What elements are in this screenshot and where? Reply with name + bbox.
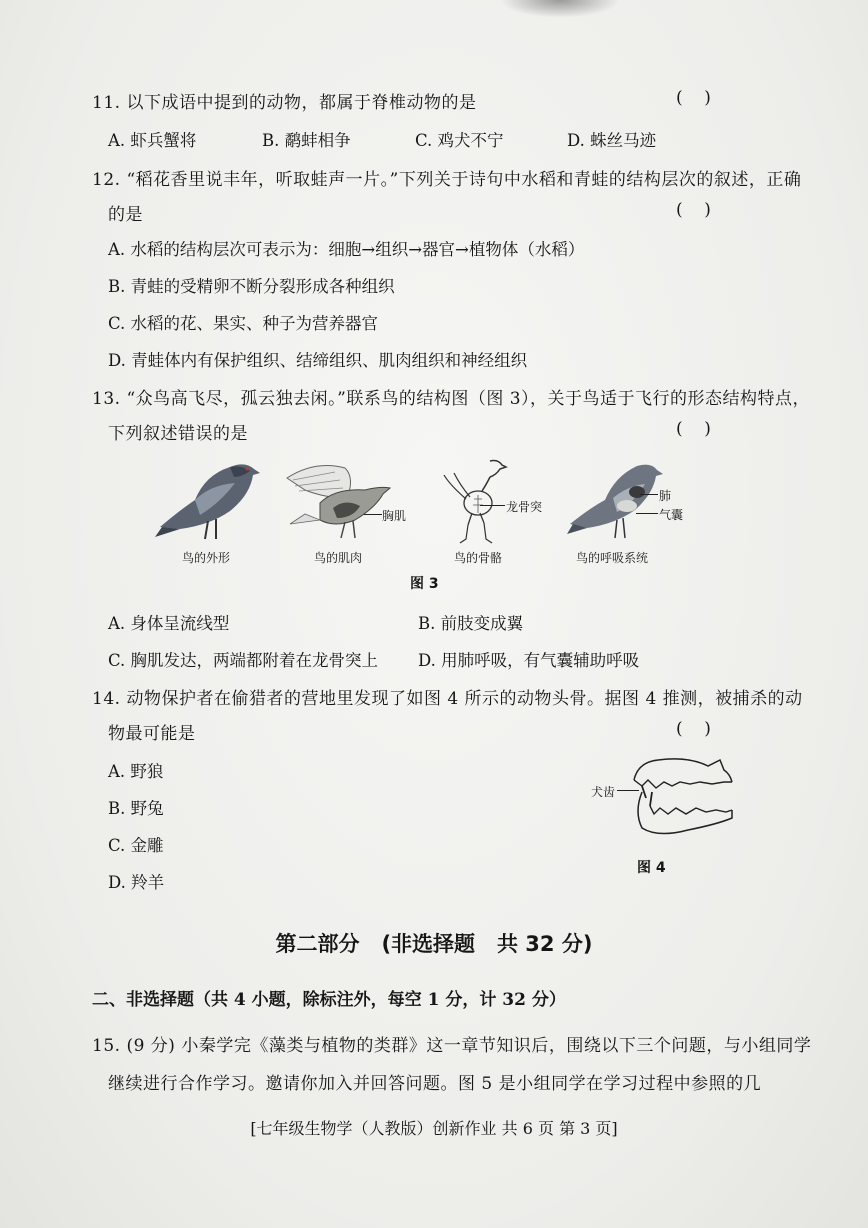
q13-option-c: C. 胸肌发达，两端都附着在龙骨突上 [108,651,379,670]
q13-option-d: D. 用肺呼吸，有气囊辅助呼吸 [418,651,640,670]
q13-stem-line1: 13. “众鸟高飞尽，孤云独去闲。”联系鸟的结构图（图 3），关于鸟适于飞行的形态结构特点， [92,389,811,409]
q12-option-d: D. 青蛙体内有保护组织、结缔组织、肌肉组织和神经组织 [108,351,528,370]
q15-line1: 15. (9 分) 小秦学完《藻类与植物的类群》这一章节知识后，围绕以下三个问题，与小组同学 [92,1036,812,1056]
q12-answer-bracket: ( ) [676,200,711,220]
q13-option-a: A. 身体呈流线型 [108,614,230,633]
label-lung: 肺 [659,489,672,503]
bird-exterior-image [150,455,265,545]
q14-option-b: B. 野兔 [108,799,164,818]
muscle-leader-line [364,514,382,515]
keel-leader-line [480,505,505,506]
q12-stem-line1: 12. “稻花香里说丰年，听取蛙声一片。”下列关于诗句中水稻和青蛙的结构层次的叙述，正确 [92,170,802,190]
q14-answer-bracket: ( ) [676,719,711,739]
lung-leader-line [640,494,658,495]
bird-skeleton-image [440,455,510,547]
q11-option-c: C. 鸡犬不宁 [415,131,504,150]
canine-leader-line [617,790,639,791]
skull-jaw-image [628,752,738,844]
page-footer: [七年级生物学（人教版）创新作业 共 6 页 第 3 页] [250,1119,618,1138]
fig3-caption-muscle: 鸟的肌肉 [314,551,363,565]
airsac-leader-line [636,513,658,514]
scan-shadow [500,0,620,18]
q11-stem: 11. 以下成语中提到的动物，都属于脊椎动物的是 [92,93,477,113]
q11-answer-bracket: ( ) [676,88,711,108]
q14-option-a: A. 野狼 [108,762,164,781]
q13-stem-line2: 下列叙述错误的是 [108,424,248,444]
q14-stem-line2: 物最可能是 [108,724,196,744]
figure3-title: 图 3 [410,576,439,592]
part2-subtitle: 二、非选择题（共 4 小题，除标注外，每空 1 分，计 32 分） [92,990,566,1010]
label-canine: 犬齿 [591,785,616,799]
q11-option-b: B. 鹬蚌相争 [262,131,351,150]
label-keel: 龙骨突 [506,500,543,514]
q12-stem-line2: 的是 [108,205,143,225]
fig3-caption-respiratory: 鸟的呼吸系统 [576,551,649,565]
q11-option-d: D. 蛛丝马迹 [567,131,657,150]
q14-option-d: D. 羚羊 [108,873,165,892]
bird-muscle-image [285,458,395,543]
bleed-through-text [470,322,638,342]
part2-title: 第二部分 (非选择题 共 32 分) [275,932,593,956]
label-air-sac: 气囊 [659,508,684,522]
fig3-caption-exterior: 鸟的外形 [182,551,231,565]
q12-option-b: B. 青蛙的受精卵不断分裂形成各种组织 [108,277,395,296]
q12-option-a: A. 水稻的结构层次可表示为：细胞→组织→器官→植物体（水稻） [108,240,585,259]
fig3-caption-skeleton: 鸟的骨骼 [454,551,503,565]
q14-stem-line1: 14. 动物保护者在偷猎者的营地里发现了如图 4 所示的动物头骨。据图 4 推测，被捕杀的动 [92,689,803,709]
q12-option-c: C. 水稻的花、果实、种子为营养器官 [108,314,379,333]
q15-line2: 继续进行合作学习。邀请你加入并回答问题。图 5 是小组同学在学习过程中参照的几 [108,1074,762,1094]
label-breast-muscle: 胸肌 [382,509,407,523]
figure4-title: 图 4 [637,860,666,876]
bird-respiratory-image [565,458,665,543]
q11-option-a: A. 虾兵蟹将 [108,131,197,150]
q14-option-c: C. 金雕 [108,836,164,855]
q13-option-b: B. 前肢变成翼 [418,614,524,633]
q13-answer-bracket: ( ) [676,419,711,439]
